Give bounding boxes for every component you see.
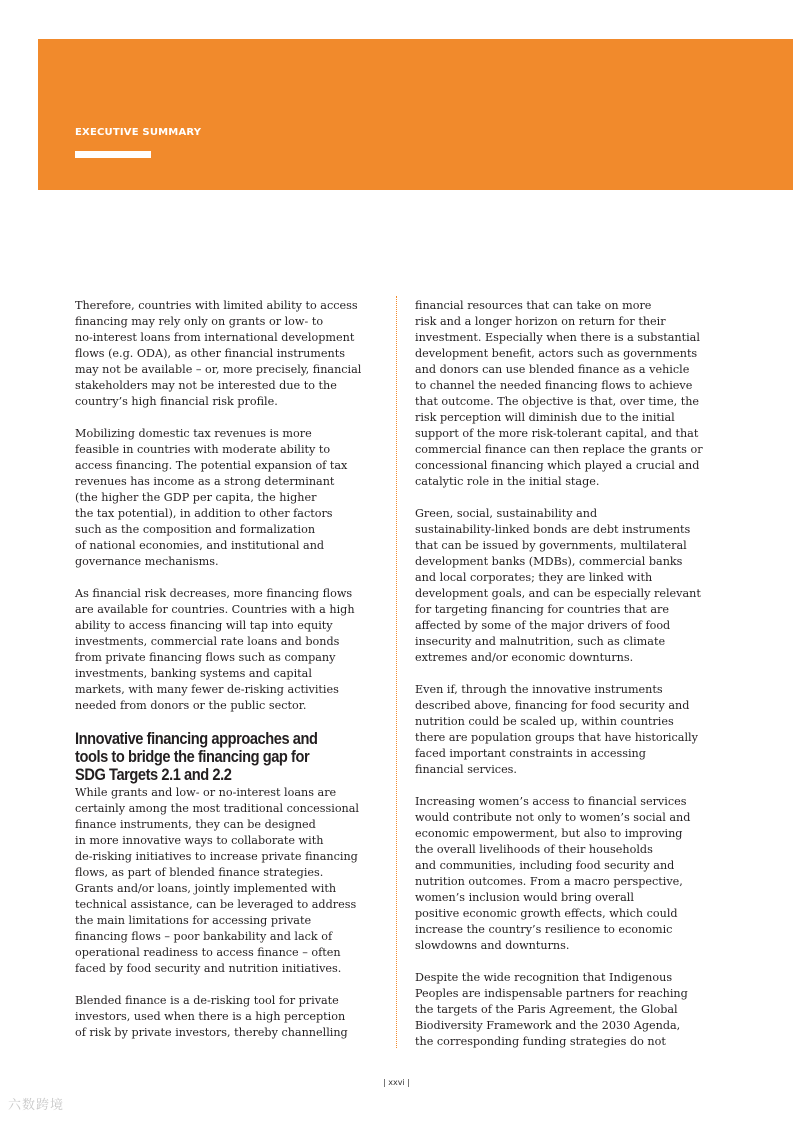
left-column <box>75 298 381 1057</box>
paragraph: While grants and low- or no-interest loans are certainly among the most traditional concessional finance instruments, they can be designed in more innovative ways to collaborate with de-risking initiatives to increase private financing flows, as part of blended finance strategies. Grants and/or loans, jointly implemented with technical assistance, can be leveraged to address the main limitations for accessing private financing flows – poor bankability and lack of operational readiness to access finance – often faced by food security and nutrition initiatives. <box>75 786 360 975</box>
paragraph: Increasing women’s access to financial services would contribute not only to women’s social and economic empowerment, but also to improving the overall livelihoods of their households and communities, including food security and nutrition outcomes. From a macro perspective, women’s inclusion would bring overall positive economic growth effects, which could increase the country’s resilience to economic slowdowns and downturns. <box>415 795 691 952</box>
column-divider <box>396 296 397 1048</box>
header-banner <box>38 39 793 190</box>
watermark: 六数跨境 <box>8 1098 65 1113</box>
section-label: EXECUTIVE SUMMARY <box>75 127 202 138</box>
page-number: | xxvi | <box>383 1078 410 1087</box>
paragraph: Despite the wide recognition that Indigenous Peoples are indispensable partners for reaching the targets of the Paris Agreement, the Global Biodiversity Framework and the 2030 Agenda, the corresponding funding strategies do not <box>415 971 688 1048</box>
section-heading: Innovative financing approaches and tools to bridge the financing gap for SDG Targets 2.1 and 2.2 <box>75 729 318 784</box>
paragraph: financial resources that can take on more risk and a longer horizon on return for their investment. Especially when there is a substantial development benefit, actors such as governments and donors can use blended finance as a vehicle to channel the needed financing flows to achieve that outcome. The objective is that, over time, the risk perception will diminish due to the initial support of the more risk-tolerant capital, and that commercial finance can then replace the grants or concessional financing which played a crucial and catalytic role in the initial stage. <box>415 299 703 488</box>
paragraph: Blended finance is a de-risking tool for private investors, used when there is a high perception of risk by private investors, thereby channelling <box>75 994 348 1039</box>
paragraph: Green, social, sustainability and sustainability-linked bonds are debt instruments that can be issued by governments, multilateral development banks (MDBs), commercial banks and local corporates; they are linked with development goals, and can be especially relevant for targeting financing for countries that are affected by some of the major drivers of food insecurity and malnutrition, such as climate extremes and/or economic downturns. <box>415 507 701 664</box>
section-label-underline <box>75 151 151 158</box>
paragraph: As financial risk decreases, more financing flows are available for countries. Countries with a high ability to access financing will tap into equity investments, commercial rate loans and bonds from private financing flows such as company investments, banking systems and capital markets, with many fewer de-risking activities needed from donors or the public sector. <box>75 587 355 712</box>
right-column <box>415 298 720 1066</box>
paragraph: Even if, through the innovative instruments described above, financing for food security and nutrition could be scaled up, within countries there are population groups that have historically faced important constraints in accessing financial services. <box>415 683 698 776</box>
paragraph: Therefore, countries with limited ability to access financing may rely only on grants or low- to no-interest loans from international development flows (e.g. ODA), as other financial instruments may not be available – or, more precisely, financial stakeholders may not be interested due to the country’s high financial risk profile. <box>75 299 362 408</box>
paragraph: Mobilizing domestic tax revenues is more feasible in countries with moderate ability to access financing. The potential expansion of tax revenues has income as a strong determinant (the higher the GDP per capita, the higher the tax potential), in addition to other factors such as the composition and formalization of national economies, and institutional and governance mechanisms. <box>75 427 348 568</box>
